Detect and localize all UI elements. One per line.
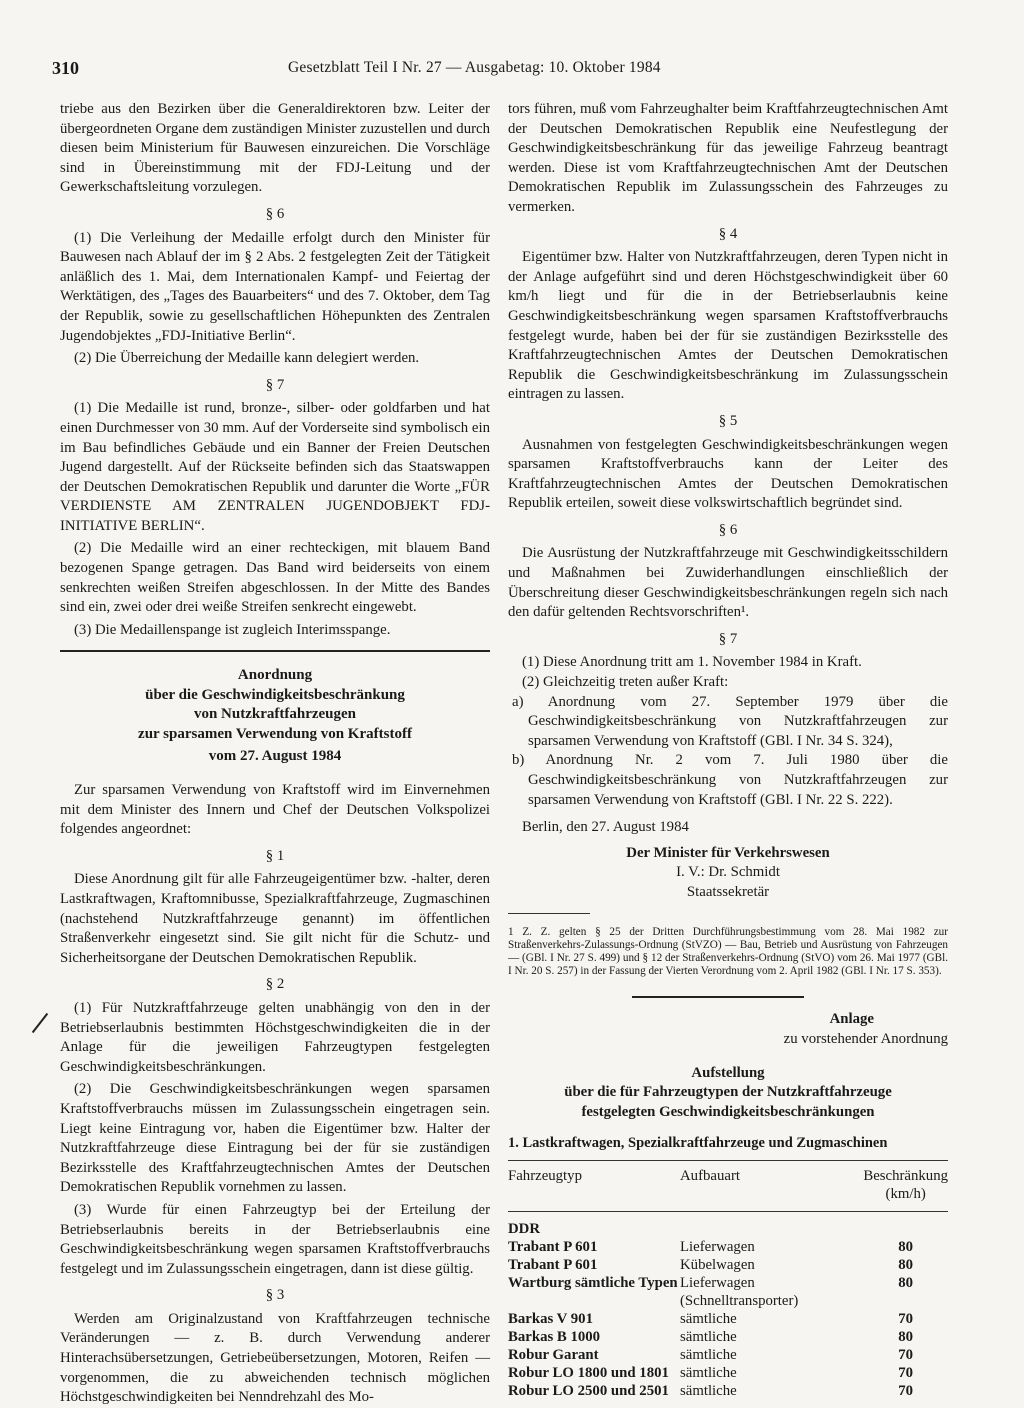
speed-limit: 80 (898, 1274, 914, 1291)
page-header (52, 58, 952, 82)
paragraph: (3) Wurde für einen Fahrzeugtyp bei der Erteilung der Betriebserlaubnis bereits in der Betriebserlaubnis eine Geschwindigkeitsbeschränkung wegen sparsamen Kraftstoffverbrauchs festgelegt und im Zulassungsschein eingetragen, dann ist diese gültig. (60, 1201, 490, 1277)
section-heading: § 7 (265, 376, 285, 393)
body-type: sämtliche (680, 1310, 737, 1327)
paragraph: triebe aus den Bezirken über die Generaldirektoren bzw. Leiter der übergeordneten Organe dem zuständigen Minister zuzustellen und durch diesen beim Ministerium für Bauwesen einzureichen. Die Vorschläge sind in Übereinstimmung mit der FDJ-Leitung und der Gewerkschaftsleitung vorzulegen. (60, 101, 490, 196)
left-column (60, 100, 490, 1408)
document-title: zur sparsamen Verwendung von Kraftstoff (138, 725, 412, 742)
signatory-role: Staatssekretär (686, 883, 770, 900)
section-heading: § 1 (265, 847, 285, 864)
running-title: Gesetzblatt Teil I Nr. 27 — Ausgabetag: 10. Oktober 1984 (288, 59, 661, 76)
table-row (508, 1346, 948, 1364)
vehicle-type: Barkas B 1000 (508, 1328, 601, 1345)
document-title: Anordnung (237, 667, 313, 684)
table-row (508, 1274, 948, 1310)
speed-limit: 80 (898, 1256, 914, 1273)
document-title: von Nutzkraftfahrzeugen (193, 706, 357, 723)
footnote: 1 Z. Z. gelten § 25 der Dritten Durchführungsbestimmung vom 28. Mai 1982 zur Straßenverkehrs-Zulassungs-Ordnung (StVZO) — Bau, Betrieb und Ausrüstung von Fahrzeugen — (GBl. I Nr. 27 S. 499) und § 12 der Straßenverkehrs-Ordnung (StVO) vom 26. Mai 1977 (GBl. I Nr. 20 S. 257) in der Fassung der Vierten Verordnung vom 2. April 1982 (GBl. I Nr. 17 S. 353). (508, 925, 948, 978)
table-header-row (508, 1161, 948, 1211)
vehicle-type: Trabant P 601 (508, 1256, 598, 1273)
paragraph: Diese Anordnung gilt für alle Fahrzeugeigentümer bzw. -halter, deren Lastkraftwagen, Kraftomnibusse, Spezialkraftfahrzeuge, Zugmaschinen (nachstehend Nutzkraftfahrzeuge genannt) im öffentlichen Straßenverkehr eingesetzt sind. Sie gilt nicht für die Schutz- und Sicherheitsorgane der Deutschen Demokratischen Republik. (60, 871, 490, 966)
vehicle-type: Trabant P 601 (508, 1238, 598, 1255)
paragraph: (1) Die Verleihung der Medaille erfolgt durch den Minister für Bauwesen nach Ablauf der im § 2 Abs. 2 festgelegten Zeit der Tätigkeit anläßlich des 1. Mai, dem Internationalen Kampf- und Feiertag der Werktätigen, des „Tages des Bauarbeiters“ und des 7. Oktober, dem Tag der Republik, sowie zu gesellschaftlichen Höhepunkten des Zentralen Jugendobjektes „FDJ-Initiative Berlin“. (60, 229, 490, 344)
column-header: Aufbauart (680, 1167, 740, 1184)
group-label: DDR (508, 1220, 541, 1237)
list-item: b) Anordnung Nr. 2 vom 7. Juli 1980 über die Geschwindigkeitsbeschränkung von Nutzkraftfahrzeugen zur sparsamen Verwendung von Kraftstoff (GBl. I Nr. 22 S. 222). (512, 752, 948, 808)
annex-title: über die für Fahrzeugtypen der Nutzkraftfahrzeuge (564, 1084, 892, 1101)
table-section-title: 1. Lastkraftwagen, Spezialkraftfahrzeuge und Zugmaschinen (508, 1135, 888, 1152)
table-row (508, 1328, 948, 1346)
body-type: sämtliche (680, 1346, 737, 1363)
vehicle-type: Barkas V 901 (508, 1310, 593, 1327)
section-heading: § 3 (265, 1287, 285, 1304)
table-row (508, 1310, 948, 1328)
vehicle-type: Robur Garant (508, 1346, 599, 1363)
paragraph: (2) Gleichzeitig treten außer Kraft: (522, 674, 729, 691)
paragraph: Zur sparsamen Verwendung von Kraftstoff wird im Einvernehmen mit dem Minister des Innern und Chef der Deutschen Volkspolizei folgendes angeordnet: (60, 782, 490, 838)
signatory-office: Der Minister für Verkehrswesen (626, 844, 830, 861)
body-type: Lieferwagen (680, 1238, 755, 1255)
annex-subtitle: zu vorstehender Anordnung (783, 1030, 948, 1047)
body-type: sämtliche (680, 1382, 737, 1399)
paragraph: Eigentümer bzw. Halter von Nutzkraftfahrzeugen, deren Typen nicht in der Anlage aufgeführt sind und deren Höchstgeschwindigkeit über 60 km/h liegt und für die in der Betriebserlaubnis keine Geschwindigkeitsbeschränkung wegen sparsamen Kraftstoffverbrauchs festgelegt wurde, haben bei der für sie zuständigen Bezirksstelle des Kraftfahrzeugtechnischen Amtes der Deutschen Demokratischen Republik die Geschwindigkeitsbeschränkung im Zulassungsschein eintragen zu lassen. (508, 249, 948, 403)
divider (60, 650, 490, 652)
column-header: Fahrzeugtyp (508, 1167, 582, 1184)
speed-limit-table (508, 1161, 948, 1400)
paragraph: (1) Die Medaille ist rund, bronze-, silber- oder goldfarben und hat einen Durchmesser von 30 mm. Auf der Vorderseite sind symbolisch ein im Bau befindliches Gebäude und ein Banner der Freien Deutschen Jugend dargestellt. Auf der Rückseite befinden sich das Staatswappen der Deutschen Demokratischen Republik und darunter die Worte „FÜR VERDIENSTE AM ZENTRALEN JUGENDOBJEKT FDJ-INITIATIVE BERLIN“. (60, 400, 490, 534)
body-type: sämtliche (680, 1364, 737, 1381)
right-column (508, 100, 948, 1400)
table-row (508, 1364, 948, 1382)
annex-label: Anlage (829, 1011, 874, 1028)
paragraph: (2) Die Geschwindigkeitsbeschränkungen wegen sparsamen Kraftstoffverbrauchs müssen im Zulassungsschein eingetragen sein. Liegt keine Eintragung vor, haben die Eigentümer bzw. Halter der Nutzkraftfahrzeuge diese Eintragung bei der für sie zuständigen Bezirksstelle des Kraftfahrzeugtechnischen Amtes der Deutschen Demokratischen Republik vornehmen zu lassen. (60, 1081, 490, 1196)
paragraph: Die Ausrüstung der Nutzkraftfahrzeuge mit Geschwindigkeitsschildern und Maßnahmen bei Zuwiderhandlungen einschließlich der Überschreitung dieser Geschwindigkeitsbeschränkungen regeln sich nach den dafür geltenden Rechtsvorschriften¹. (508, 545, 948, 621)
body-type: Lieferwagen (Schnelltransporter) (680, 1274, 799, 1309)
speed-limit: 70 (898, 1364, 914, 1381)
section-heading: § 2 (265, 976, 285, 993)
section-heading: § 4 (718, 225, 738, 242)
vehicle-type: Wartburg sämtliche Typen (508, 1274, 678, 1291)
paragraph: Werden am Originalzustand von Kraftfahrzeugen technische Veränderungen — z. B. durch Verwendung anderer Hinterachsübersetzungen, Getriebeübersetzungen, Motoren, Reifen — vorgenommen, die zu abweichenden technisch möglichen Höchstgeschwindigkeiten bei Nenndrehzahl des Mo- (60, 1310, 490, 1406)
speed-limit: 80 (898, 1328, 914, 1345)
speed-limit: 70 (898, 1382, 914, 1399)
vehicle-type: Robur LO 1800 und 1801 (508, 1364, 669, 1381)
section-heading: § 6 (718, 521, 738, 538)
place-date: Berlin, den 27. August 1984 (522, 819, 689, 836)
column-header: Beschränkung (km/h) (863, 1167, 948, 1202)
paragraph: (2) Die Überreichung der Medaille kann delegiert werden. (74, 350, 420, 367)
paragraph: (1) Für Nutzkraftfahrzeuge gelten unabhängig von den in der Betriebserlaubnis bestimmten Höchstgeschwindigkeiten die in der Anlage für die jeweiligen Fahrzeugtypen festgelegten Geschwindigkeitsbeschränkungen. (60, 999, 490, 1075)
margin-mark (32, 1013, 48, 1033)
section-heading: § 7 (718, 630, 738, 647)
paragraph: tors führen, muß vom Fahrzeughalter beim Kraftfahrzeugtechnischen Amt der Deutschen Demokratischen Republik eine Neufestlegung der Geschwindigkeitsbeschränkung für das jeweilige Fahrzeug beantragt werden. Diese ist vom Kraftfahrzeugtechnischen Amt der Deutschen Demokratischen Republik im Zulassungsschein des Fahrzeuges zu vermerken. (508, 101, 948, 215)
section-heading: § 6 (265, 205, 285, 222)
table-row (508, 1382, 948, 1400)
document-date: vom 27. August 1984 (208, 748, 342, 765)
table-row (508, 1256, 948, 1274)
body-type: Kübelwagen (680, 1256, 755, 1273)
paragraph: (2) Die Medaille wird an einer rechteckigen, mit blauem Band bezogenen Spange getragen. Das Band wird beiderseits von einem senkrechten weißen Streifen abgeschlossen. In der Mitte des Bandes sind ein, zwei oder drei weiße Streifen senkrecht eingewebt. (60, 540, 490, 616)
document-title: über die Geschwindigkeitsbeschränkung (145, 686, 405, 703)
table-group-row (508, 1212, 948, 1238)
speed-limit: 70 (898, 1310, 914, 1327)
speed-limit: 70 (898, 1346, 914, 1363)
table-row (508, 1238, 948, 1256)
page-number: 310 (52, 58, 79, 78)
divider (632, 996, 804, 998)
signatory-name: I. V.: Dr. Schmidt (676, 864, 780, 881)
annex-title: festgelegten Geschwindigkeitsbeschränkungen (581, 1103, 875, 1120)
annex-title: Aufstellung (691, 1064, 765, 1081)
list-item: a) Anordnung vom 27. September 1979 über die Geschwindigkeitsbeschränkung von Nutzkraftfahrzeugen zur sparsamen Verwendung von Kraftstoff (GBl. I Nr. 34 S. 324), (512, 693, 948, 749)
vehicle-type: Robur LO 2500 und 2501 (508, 1382, 669, 1399)
paragraph: (3) Die Medaillenspange ist zugleich Interimsspange. (74, 621, 391, 638)
section-heading: § 5 (718, 412, 738, 429)
body-type: sämtliche (680, 1328, 737, 1345)
speed-limit: 80 (898, 1238, 914, 1255)
footnote-rule (508, 913, 590, 914)
paragraph: Ausnahmen von festgelegten Geschwindigkeitsbeschränkungen wegen sparsamen Kraftstoffverbrauchs kann der Leiter des Kraftfahrzeugtechnischen Amtes der Deutschen Demokratischen Republik erteilen, soweit diese volkswirtschaftlich begründet sind. (508, 436, 948, 512)
paragraph: (1) Diese Anordnung tritt am 1. November 1984 in Kraft. (522, 654, 862, 671)
